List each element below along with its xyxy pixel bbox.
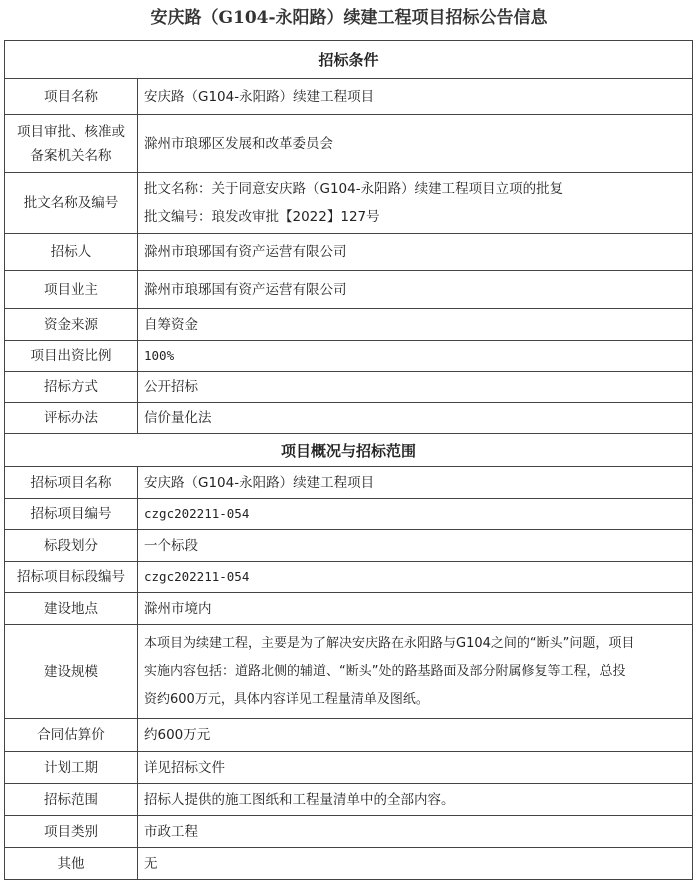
value-scale [138, 625, 693, 719]
label-lot-division: 标段划分 [5, 530, 138, 562]
label-funding-source: 资金来源 [5, 309, 138, 341]
table-row [5, 625, 693, 719]
label-lot-no: 招标项目标段编号 [5, 562, 138, 593]
section-heading-project-overview: 项目概况与招标范围 [5, 434, 693, 467]
table-row [5, 816, 693, 848]
label-location: 建设地点 [5, 593, 138, 625]
value-funding-source: 自筹资金 [138, 309, 693, 341]
table-row [5, 719, 693, 752]
table-row [5, 467, 693, 499]
label-approval-agency-line2: 备案机关名称 [30, 147, 112, 164]
table-row [5, 173, 693, 234]
label-evaluation-method: 评标办法 [5, 403, 138, 434]
label-other: 其他 [5, 848, 138, 880]
value-lot-division: 一个标段 [138, 530, 693, 562]
table-row [5, 372, 693, 403]
value-lot-no: czgc202211-054 [138, 562, 693, 593]
table-row [5, 530, 693, 562]
section-header-row [5, 434, 693, 467]
label-tender-method: 招标方式 [5, 372, 138, 403]
table-row [5, 752, 693, 784]
value-owner: 滁州市琅琊国有资产运营有限公司 [138, 271, 693, 309]
approval-doc-name: 批文名称：关于同意安庆路（G104-永阳路）续建工程项目立项的批复 [144, 181, 564, 197]
value-other: 无 [138, 848, 693, 880]
label-scale: 建设规模 [5, 625, 138, 719]
table-row [5, 79, 693, 115]
scale-line-1: 本项目为续建工程，主要是为了解决安庆路在永阳路与G104之间的“断头”问题，项目 [144, 635, 635, 651]
label-tender-project-name: 招标项目名称 [5, 467, 138, 499]
value-scope: 招标人提供的施工图纸和工程量清单中的全部内容。 [138, 784, 693, 816]
value-tender-project-name: 安庆路（G104-永阳路）续建工程项目 [138, 467, 693, 499]
section-heading-tender-conditions: 招标条件 [5, 41, 693, 79]
table-row [5, 271, 693, 309]
table-row [5, 115, 693, 173]
table-row [5, 562, 693, 593]
value-funding-ratio: 100% [138, 341, 693, 372]
label-tenderer: 招标人 [5, 234, 138, 271]
page-title: 安庆路（G104-永阳路）续建工程项目招标公告信息 [150, 8, 548, 28]
value-approval-doc [138, 173, 693, 234]
tender-info-table [4, 40, 693, 880]
label-tender-project-no: 招标项目编号 [5, 499, 138, 530]
table-row [5, 309, 693, 341]
value-tender-method: 公开招标 [138, 372, 693, 403]
label-contract-estimate: 合同估算价 [5, 719, 138, 752]
label-schedule: 计划工期 [5, 752, 138, 784]
value-location: 滁州市境内 [138, 593, 693, 625]
value-schedule: 详见招标文件 [138, 752, 693, 784]
table-row [5, 593, 693, 625]
label-approval-agency-line1: 项目审批、核准或 [17, 123, 125, 140]
scale-line-2: 实施内容包括：道路北侧的辅道、“断头”处的路基路面及部分附属修复等工程，总投 [144, 663, 626, 679]
value-contract-estimate: 约600万元 [138, 719, 693, 752]
label-approval-doc: 批文名称及编号 [5, 173, 138, 234]
value-approval-agency: 滁州市琅琊区发展和改革委员会 [138, 115, 693, 173]
table-row [5, 234, 693, 271]
table-row [5, 403, 693, 434]
table-row [5, 341, 693, 372]
value-tender-project-no: czgc202211-054 [138, 499, 693, 530]
label-approval-agency [5, 115, 138, 173]
value-tenderer: 滁州市琅琊国有资产运营有限公司 [138, 234, 693, 271]
value-evaluation-method: 信价量化法 [138, 403, 693, 434]
value-category: 市政工程 [138, 816, 693, 848]
label-owner: 项目业主 [5, 271, 138, 309]
table-row [5, 499, 693, 530]
table-row [5, 784, 693, 816]
table-row [5, 848, 693, 880]
label-project-name: 项目名称 [5, 79, 138, 115]
approval-doc-number: 批文编号：琅发改审批【2022】127号 [144, 209, 380, 225]
label-scope: 招标范围 [5, 784, 138, 816]
scale-line-3: 资约600万元，具体内容详见工程量清单及图纸。 [144, 691, 429, 707]
label-funding-ratio: 项目出资比例 [5, 341, 138, 372]
label-category: 项目类别 [5, 816, 138, 848]
value-project-name: 安庆路（G104-永阳路）续建工程项目 [138, 79, 693, 115]
section-header-row [5, 41, 693, 79]
